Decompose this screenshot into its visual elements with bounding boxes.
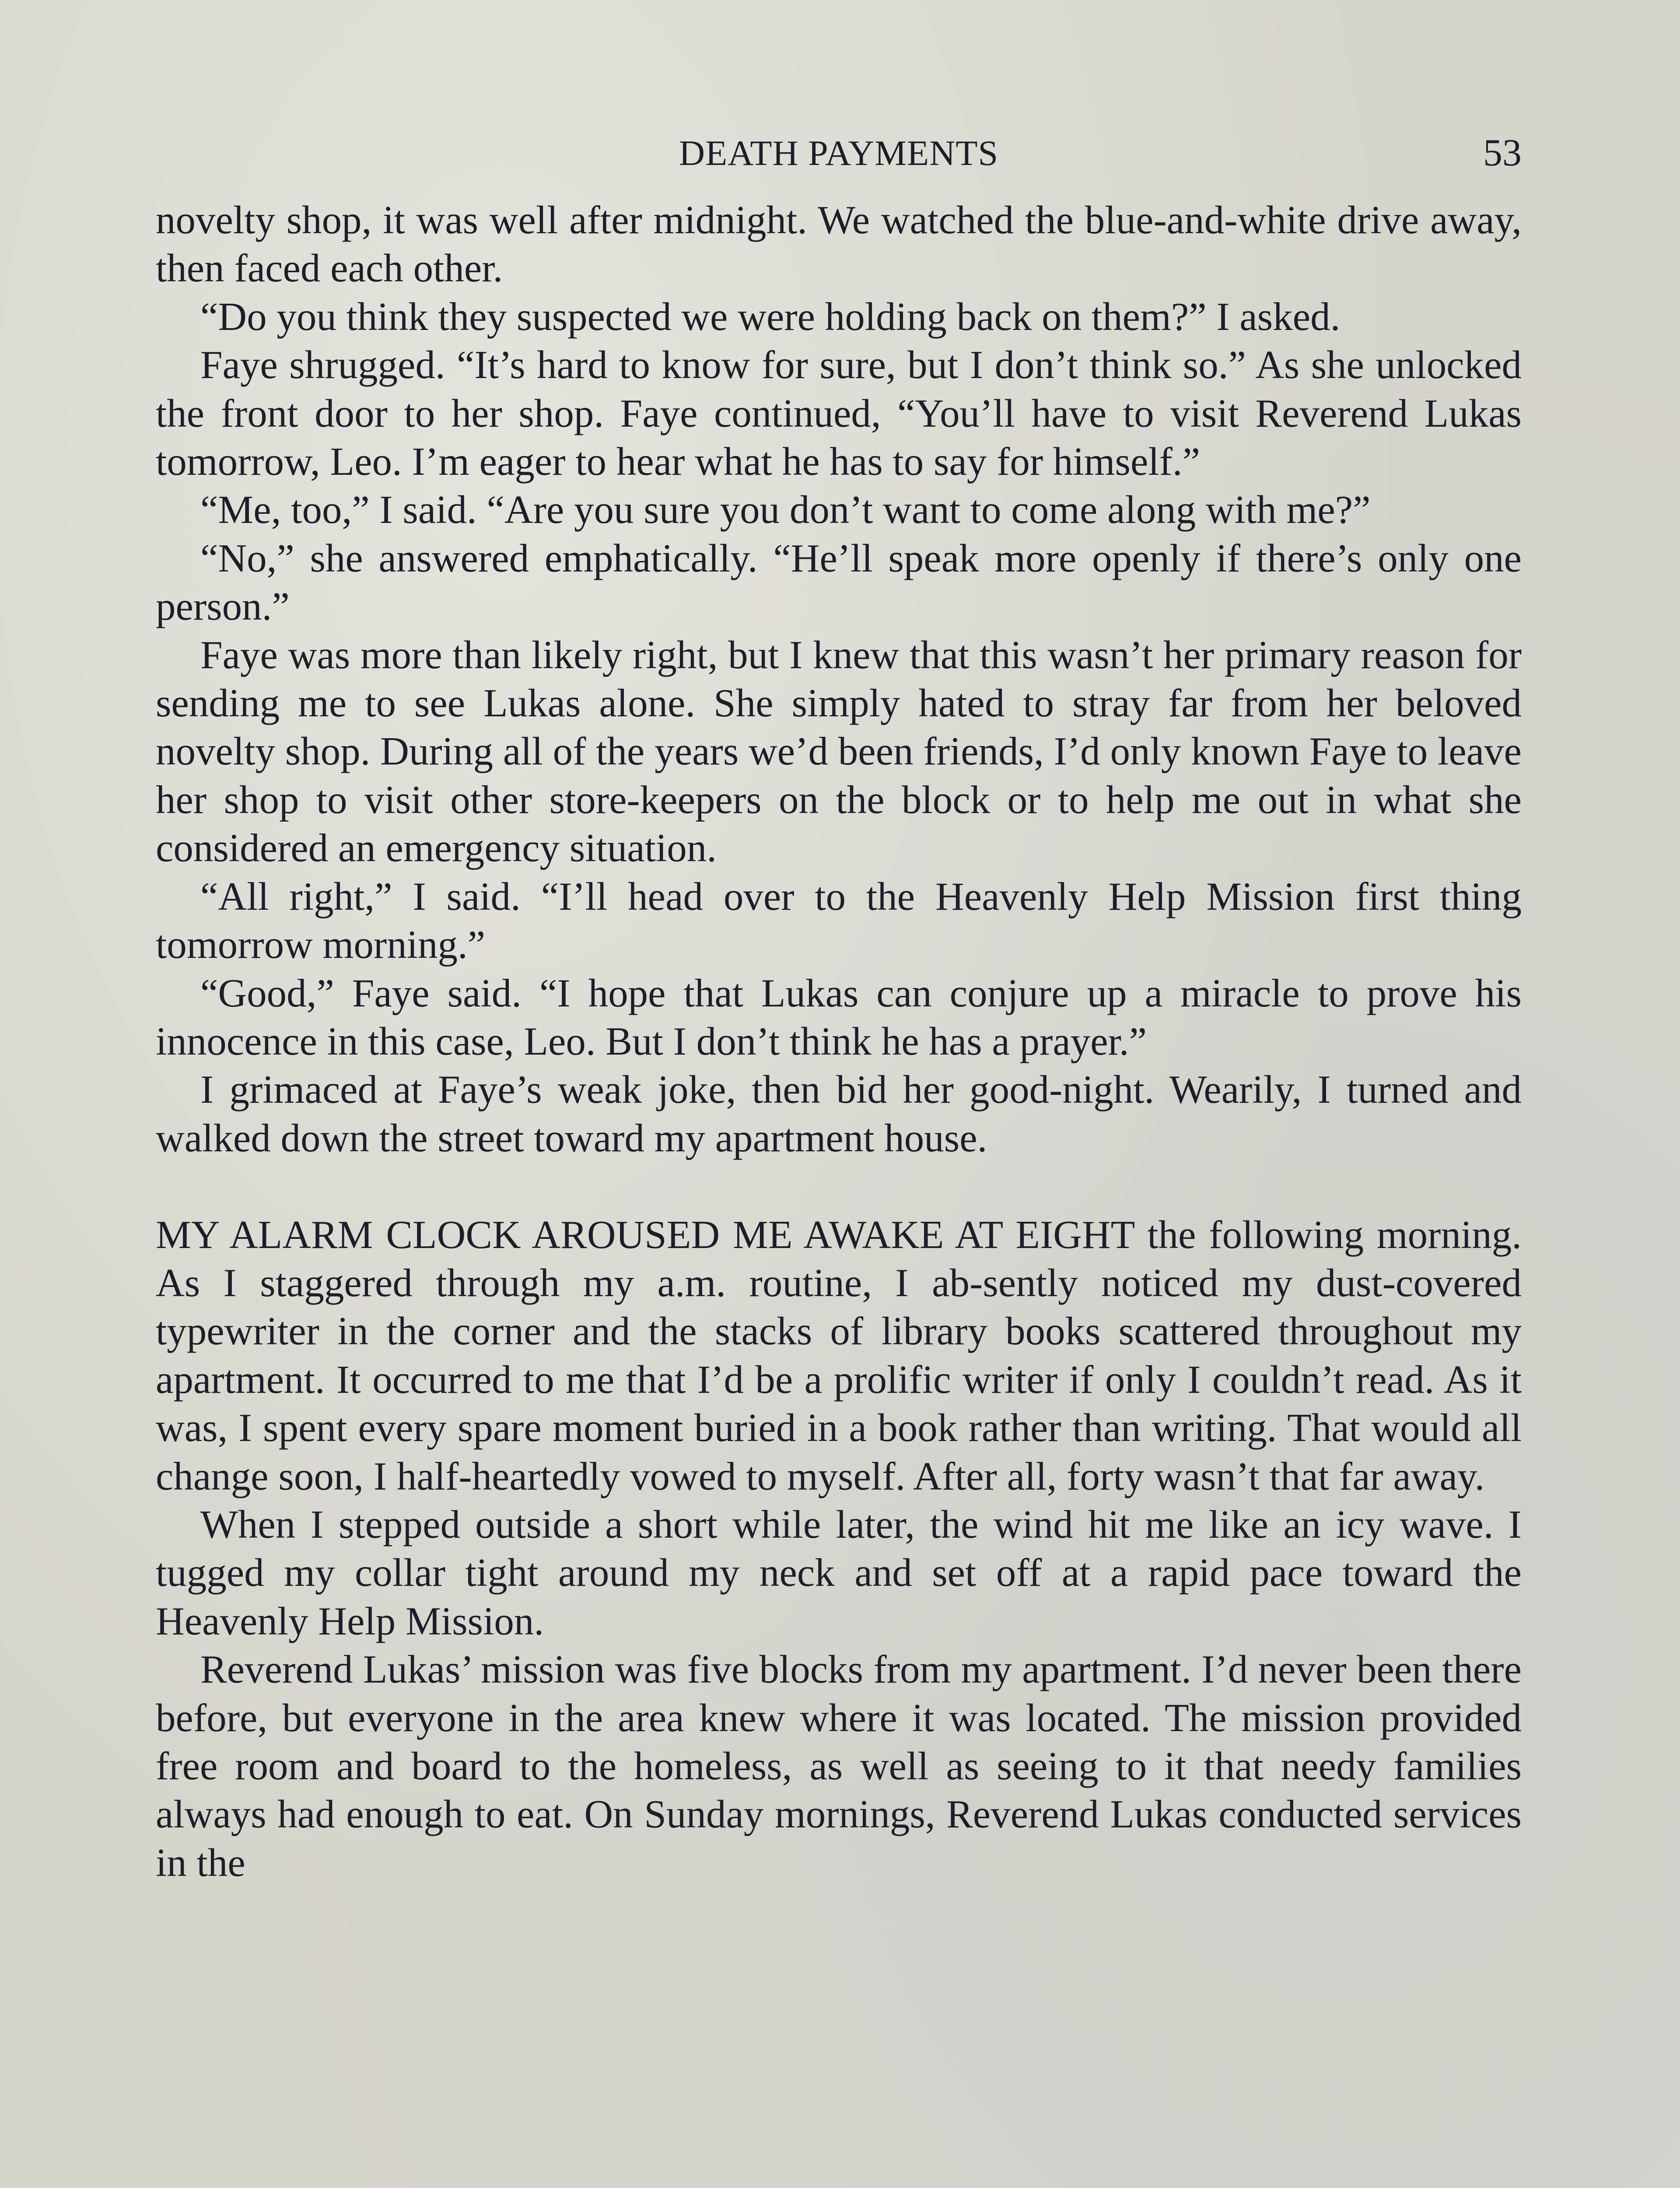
page-header — [156, 127, 1522, 179]
body-text — [156, 196, 1522, 1887]
page-number: 53 — [1483, 132, 1522, 174]
section-opening-paragraph: MY ALARM CLOCK AROUSED ME AWAKE AT EIGHT the following morning. As I staggered through my a.m. routine, I ab-sently noticed my dust-covered typewriter in the corner and the stacks of library books scattered throughout my apartment. It occurred to me that I’d be a prolific writer if only I couldn’t read. As it was, I spent every spare moment buried in a book rather than writing. That would all change soon, I half-heartedly vowed to myself. After all, forty wasn’t that far away. — [156, 1212, 1522, 1498]
paragraph: Faye was more than likely right, but I knew that this wasn’t her primary reason for sending me to see Lukas alone. She simply hated to stray far from her beloved novelty shop. During all of the years we’d been friends, I’d only known Faye to leave her shop to visit other store-keepers on the block or to help me out in what she considered an emergency situation. — [156, 632, 1522, 870]
paragraph: “Me, too,” I said. “Are you sure you don’t want to come along with me?” — [200, 487, 1371, 532]
running-head: DEATH PAYMENTS — [679, 133, 999, 173]
section-break — [156, 1162, 1522, 1210]
paragraph: When I stepped outside a short while later, the wind hit me like an icy wave. I tugged my collar tight around my neck and set off at a rapid pace toward the Heavenly Help Mission. — [156, 1502, 1522, 1643]
paragraph: “No,” she answered emphatically. “He’ll speak more openly if there’s only one person.” — [156, 536, 1522, 629]
paragraph: I grimaced at Faye’s weak joke, then bid her good-night. Wearily, I turned and walked down the street toward my apartment house. — [156, 1067, 1522, 1160]
paragraph: Faye shrugged. “It’s hard to know for sure, but I don’t think so.” As she unlocked the front door to her shop. Faye continued, “You’ll have to visit Reverend Lukas tomorrow, Leo. I’m eager to hear what he has to say for himself.” — [156, 343, 1522, 484]
paragraph: “Good,” Faye said. “I hope that Lukas can conjure up a miracle to prove his innocence in this case, Leo. But I don’t think he has a prayer.” — [156, 971, 1522, 1063]
paragraph: “All right,” I said. “I’ll head over to the Heavenly Help Mission first thing tomorrow morning.” — [156, 874, 1522, 967]
paragraph: Reverend Lukas’ mission was five blocks from my apartment. I’d never been there before, but everyone in the area knew where it was located. The mission provided free room and board to the homeless, as well as seeing to it that needy families always had enough to eat. On Sunday mornings, Reverend Lukas conducted services in the — [156, 1647, 1522, 1885]
paragraph: “Do you think they suspected we were holding back on them?” I asked. — [200, 294, 1340, 339]
paragraph: novelty shop, it was well after midnight. We watched the blue-and-white drive away, then faced each other. — [156, 198, 1522, 291]
